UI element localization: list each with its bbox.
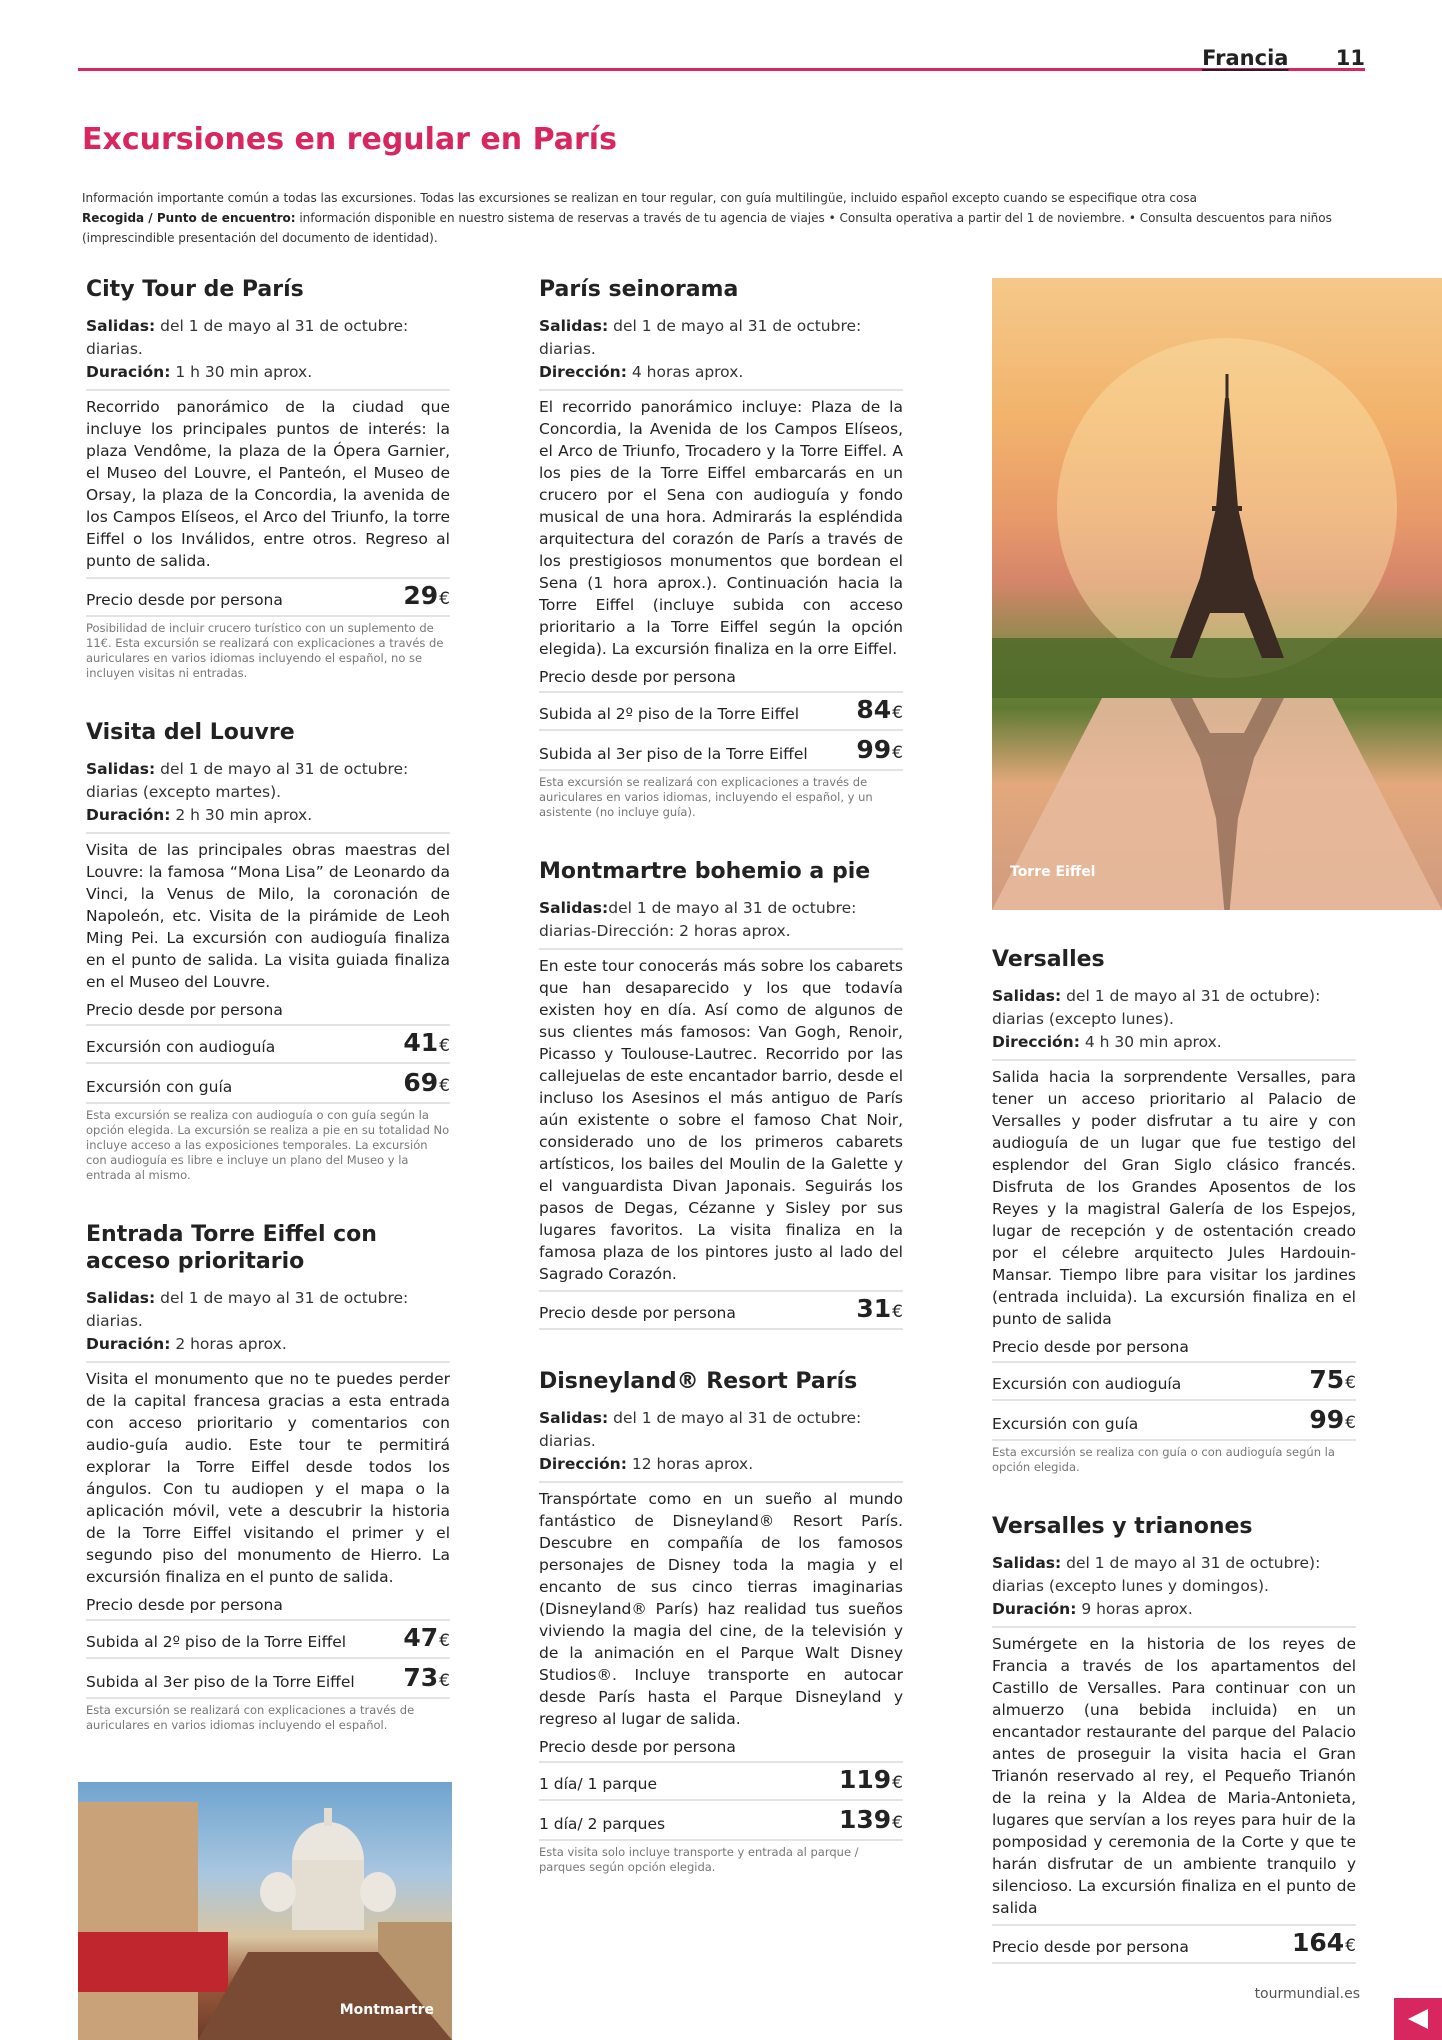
excursion-title: Visita del Louvre bbox=[86, 720, 295, 745]
excursion-note: Esta excursión se realizará con explicaciones a través de auriculares en varios idiomas, incluyendo el español, y un asistente (no incluye guía). bbox=[539, 775, 873, 819]
excursion-torre-eiffel bbox=[86, 1221, 450, 1733]
header-rule bbox=[78, 68, 1365, 71]
column-3 bbox=[992, 946, 1356, 2002]
excursion-note: Esta visita solo incluye transporte y entrada al parque / parques según opción elegida. bbox=[539, 1845, 859, 1874]
excursion-meta: Salidas: del 1 de mayo al 31 de octubre: diarias. Dirección: 4 horas aprox. bbox=[539, 315, 903, 391]
column-1 bbox=[86, 276, 450, 1771]
photo-torre-eiffel bbox=[992, 278, 1442, 910]
excursion-title: París seinorama bbox=[539, 277, 739, 302]
price-label: Precio desde por persona bbox=[86, 1001, 283, 1019]
header-country: Francia bbox=[1202, 46, 1289, 70]
intro-text: Información importante común a todas las excursiones. Todas las excursiones se realizan en tour regular, con guía multilingüe, incluido español excepto cuando se especifique otra cosa Recogida / Punto de encuentro: información disponible en nuestro sistema de reservas a través de tu agencia de viajes • Consulta operativa a partir del 1 de noviembre. • Consulta descuentos para niños (imprescindible presentación del documento de identidad). bbox=[82, 191, 1332, 245]
price-row: Subida al 3er piso de la Torre Eiffel 99€ bbox=[539, 733, 903, 771]
excursion-note: Posibilidad de incluir crucero turístico con un suplemento de 11€. Esta excursión se realizará con explicaciones a través de auriculares en varios idiomas incluyendo el español, no se incluyen visitas ni entradas. bbox=[86, 621, 444, 680]
price-row: 1 día/ 1 parque 119€ bbox=[539, 1761, 903, 1801]
price-row: Precio desde por persona 29€ bbox=[86, 577, 450, 617]
photo-caption: Torre Eiffel bbox=[1010, 864, 1096, 880]
column-2 bbox=[539, 276, 903, 1913]
price-row: Subida al 2º piso de la Torre Eiffel 47€ bbox=[86, 1619, 450, 1659]
excursion-disneyland bbox=[539, 1368, 903, 1875]
price-row: Excursión con guía 99€ bbox=[992, 1403, 1356, 1441]
excursion-description: Salida hacia la sorprendente Versalles, para tener un acceso prioritario al Palacio de Versalles y poder disfrutar a tu aire y con audioguía de un lugar que fue testigo del esplendor del Gran Siglo clásico francés. Disfruta de los Grandes Aposentos de los Reyes y la magistral Galería de los Espejos, lugar de recepción y de ostentación creado por el célebre arquitecto Jules Hardouin-Mansar. Tiempo libre para visitar los jardines (entrada incluida). La excursión finaliza en el punto de salida bbox=[992, 1068, 1356, 1328]
excursion-description: Transpórtate como en un sueño al mundo fantástico de Disneyland® Resort París. Descubre en compañía de los famosos personajes de Disney toda la magia y el encanto de sus cinco tierras imaginarias (Disneyland® París) haz realidad tus sueños viviendo la magia del cine, de la televisión y de la animación en el Parque Walt Disney Studios®. Incluye transporte en autocar desde París hasta el Parque Disneyland y regreso al lugar de salida. bbox=[539, 1490, 903, 1728]
excursion-description: Visita de las principales obras maestras del Louvre: la famosa “Mona Lisa” de Leonardo da Vinci, la Venus de Milo, la coronación de Napoleón, etc. Visita de la pirámide de Leoh Ming Pei. La excursión con audioguía finaliza en el punto de salida. La visita guiada finaliza en el Museo del Louvre. bbox=[86, 841, 450, 991]
excursion-meta: Salidas:del 1 de mayo al 31 de octubre: diarias-Dirección: 2 horas aprox. bbox=[539, 897, 903, 950]
price-label: Precio desde por persona bbox=[539, 668, 736, 686]
price-row: 1 día/ 2 parques 139€ bbox=[539, 1803, 903, 1841]
excursion-note: Esta excursión se realiza con guía o con audioguía según la opción elegida. bbox=[992, 1445, 1335, 1474]
excursion-note: Esta excursión se realizará con explicaciones a través de auriculares en varios idiomas incluyendo el español. bbox=[86, 1703, 415, 1732]
excursion-note: Esta excursión se realiza con audioguía o con guía según la opción elegida. La excursión se realiza a pie en su totalidad No incluye acceso a las exposiciones temporales. La excursión con audioguía es libre e incluye un plano del Museo y la entrada al mismo. bbox=[86, 1108, 450, 1182]
excursion-description: Visita el monumento que no te puedes perder de la capital francesa gracias a esta entrada con acceso prioritario y comentarios con audio-guía audio. Este tour te permitirá explorar la Torre Eiffel desde todos los ángulos. Con tu audiopen y el mapa o la aplicación móvil, vete a descubrir la historia de la Torre Eiffel visitando el primer y el segundo piso del monumento de Hierro. La excursión finaliza en el punto de salida. bbox=[86, 1370, 450, 1586]
excursion-versalles bbox=[992, 946, 1356, 1475]
price-label: Precio desde por persona bbox=[539, 1738, 736, 1756]
excursion-title: Entrada Torre Eiffel con acceso prioritario bbox=[86, 1222, 377, 1274]
price-label: Precio desde por persona bbox=[86, 1596, 283, 1614]
price-row: Subida al 3er piso de la Torre Eiffel 73€ bbox=[86, 1661, 450, 1699]
running-header bbox=[1202, 46, 1365, 70]
eiffel-tower-illustration bbox=[992, 278, 1442, 910]
excursion-montmartre bbox=[539, 858, 903, 1330]
excursion-description: El recorrido panorámico incluye: Plaza de la Concordia, la Avenida de los Campos Elíseos, el Arco de Triunfo, Trocadero y la Torre Eiffel. A los pies de la Torre Eiffel embarcarás en un crucero por el Sena con audioguía y fondo musical de una hora. Admirarás la espléndida arquitectura del corazón de París a través de los prestigiosos monumentos que bordean el Sena (1 hora aprox.). Continuación hacia la Torre Eiffel (incluye subida con acceso prioritario a la Torre Eiffel según la opción elegida). La excursión finaliza en la orre Eiffel. bbox=[539, 398, 903, 658]
price-label: Precio desde por persona bbox=[992, 1338, 1189, 1356]
excursion-city-tour bbox=[86, 276, 450, 681]
excursion-description: En este tour conocerás más sobre los cabarets que han desaparecido y los que todavía existen hoy en día. Así como de algunos de sus clientes más famosos: Van Gogh, Renoir, Picasso y Toulouse-Lautrec. Recorrido por las callejuelas de este encantador barrio, desde el incluso los Asesinos el más antiguo de París aún existente o sobre el famoso Chat Noir, considerado uno de los primeros cabarets artísticos, los bailes del Moulin de la Galette y el vanguardista Divan Japonais. Seguirás los pasos de Degas, Cézanne y Sisley por sus lugares favoritos. La visita finaliza en la famosa plaza de los pintores justo al lado del Sagrado Corazón. bbox=[539, 957, 903, 1283]
excursion-meta: Salidas: del 1 de mayo al 31 de octubre): diarias (excepto lunes y domingos). Duración: 9 horas aprox. bbox=[992, 1552, 1356, 1628]
price-row: Excursión con audioguía 41€ bbox=[86, 1024, 450, 1064]
excursion-louvre bbox=[86, 719, 450, 1183]
excursion-seinorama bbox=[539, 276, 903, 820]
photo-caption: Montmartre bbox=[339, 2002, 434, 2018]
excursion-description: Sumérgete en la historia de los reyes de Francia a través de los apartamentos del Castillo de Versalles. Para continuar con un almuerzo (una bebida incluida) en un encantador restaurante del parque del Palacio antes de proseguir la visita hacia el Gran Trianón reservado al rey, el Pequeño Trianón de la reina y la Aldea de Maria-Antonieta, lugares que servían a los reyes para huir de la pomposidad y ceremonia de la Corte y que te harán disfrutar de un ambiente tranquilo y silencioso. La excursión finaliza en el punto de salida bbox=[992, 1635, 1356, 1917]
excursion-title: City Tour de París bbox=[86, 277, 304, 302]
arrow-left-icon bbox=[1406, 2008, 1430, 2030]
price-row: Precio desde por persona 164€ bbox=[992, 1924, 1356, 1964]
excursion-title: Versalles y trianones bbox=[992, 1514, 1253, 1539]
excursion-meta: Salidas: del 1 de mayo al 31 de octubre): diarias (excepto lunes). Dirección: 4 h 30 min aprox. bbox=[992, 985, 1356, 1061]
price-row: Precio desde por persona 31€ bbox=[539, 1290, 903, 1330]
excursion-title: Montmartre bohemio a pie bbox=[539, 859, 871, 884]
page-title: Excursiones en regular en París bbox=[82, 122, 617, 157]
price-row: Excursión con guía 69€ bbox=[86, 1066, 450, 1104]
excursion-description: Recorrido panorámico de la ciudad que incluye los principales puntos de interés: la plaza Vendôme, la plaza de la Ópera Garnier, el Museo del Louvre, el Panteón, el Museo de Orsay, la plaza de la Concordia, la avenida de los Campos Elíseos, el Arco del Triunfo, la torre Eiffel o los Inválidos, entre otros. Regreso al punto de salida. bbox=[86, 398, 450, 570]
excursion-meta: Salidas: del 1 de mayo al 31 de octubre: diarias. Dirección: 12 horas aprox. bbox=[539, 1407, 903, 1483]
excursion-title: Disneyland® Resort París bbox=[539, 1369, 858, 1394]
excursion-versalles-trianones bbox=[992, 1513, 1356, 1964]
price-row: Subida al 2º piso de la Torre Eiffel 84€ bbox=[539, 691, 903, 731]
excursion-meta: Salidas: del 1 de mayo al 31 de octubre: diarias (excepto martes). Duración: 2 h 30 min aprox. bbox=[86, 758, 450, 834]
previous-page-button[interactable] bbox=[1394, 1998, 1442, 2040]
excursion-meta: Salidas: del 1 de mayo al 31 de octubre: diarias. Duración: 1 h 30 min aprox. bbox=[86, 315, 450, 391]
page-number: 11 bbox=[1335, 46, 1365, 70]
price-row: Excursión con audioguía 75€ bbox=[992, 1361, 1356, 1401]
photo-montmartre bbox=[78, 1782, 452, 2040]
excursion-meta: Salidas: del 1 de mayo al 31 de octubre: diarias. Duración: 2 horas aprox. bbox=[86, 1287, 450, 1363]
excursion-title: Versalles bbox=[992, 947, 1105, 972]
footer-url[interactable]: tourmundial.es bbox=[1254, 1986, 1360, 2002]
